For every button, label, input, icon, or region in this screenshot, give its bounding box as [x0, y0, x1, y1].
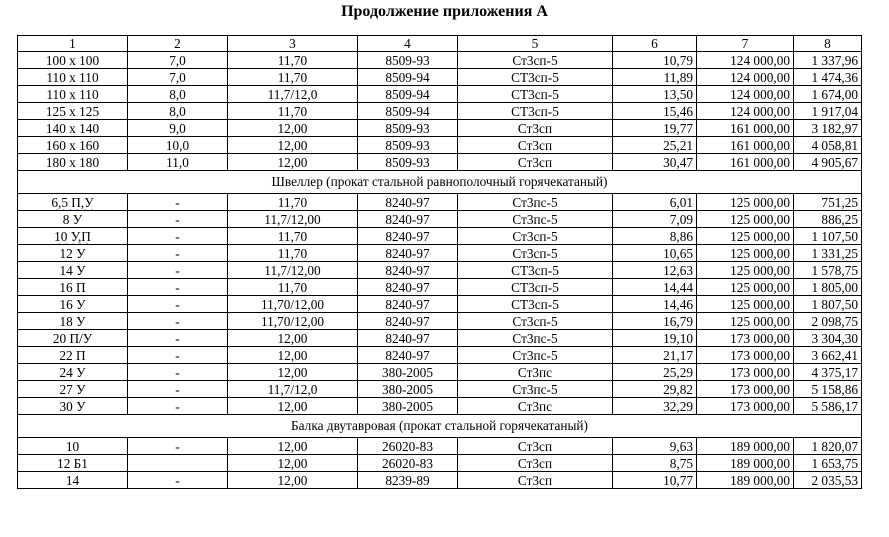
cell-length: 11,70/12,00 [228, 296, 358, 313]
cell-steel-grade: Ст3сп-5 [458, 313, 613, 330]
cell-price-per-ton: 189 000,00 [697, 472, 794, 489]
cell-cost: 4 375,17 [794, 364, 862, 381]
cell-length: 11,70 [228, 52, 358, 69]
cell-length: 11,70 [228, 245, 358, 262]
cell-gost: 26020-83 [358, 455, 458, 472]
cell-mass: 7,09 [613, 211, 697, 228]
cell-steel-grade: Ст3пс [458, 364, 613, 381]
cell-gost: 380-2005 [358, 364, 458, 381]
cell-mass: 11,89 [613, 69, 697, 86]
cell-mass: 21,17 [613, 347, 697, 364]
table-row [18, 455, 862, 472]
cell-mass: 19,10 [613, 330, 697, 347]
cell-wall-thickness: - [128, 330, 228, 347]
cell-cost: 1 917,04 [794, 103, 862, 120]
cell-price-per-ton: 124 000,00 [697, 52, 794, 69]
column-header: 5 [458, 36, 613, 52]
cell-profile-size: 22 П [18, 347, 128, 364]
section-row [18, 415, 862, 438]
cell-gost: 8509-94 [358, 86, 458, 103]
cell-price-per-ton: 173 000,00 [697, 330, 794, 347]
cell-profile-size: 140 х 140 [18, 120, 128, 137]
cell-steel-grade: Ст3сп [458, 137, 613, 154]
table-row [18, 194, 862, 211]
cell-length: 11,70 [228, 228, 358, 245]
cell-gost: 8509-93 [358, 154, 458, 171]
cell-wall-thickness: - [128, 296, 228, 313]
section-row [18, 171, 862, 194]
table-row [18, 381, 862, 398]
cell-steel-grade: Ст3пс-5 [458, 381, 613, 398]
cell-gost: 8240-97 [358, 194, 458, 211]
cell-price-per-ton: 161 000,00 [697, 137, 794, 154]
cell-steel-grade: Ст3сп [458, 438, 613, 455]
cell-gost: 380-2005 [358, 381, 458, 398]
cell-gost: 8240-97 [358, 347, 458, 364]
cell-wall-thickness: 9,0 [128, 120, 228, 137]
cell-steel-grade: Ст3сп [458, 120, 613, 137]
table-row [18, 103, 862, 120]
header-row [18, 36, 862, 52]
cell-length: 12,00 [228, 455, 358, 472]
cell-wall-thickness: 8,0 [128, 86, 228, 103]
cell-price-per-ton: 189 000,00 [697, 438, 794, 455]
cell-steel-grade: Ст3пс-5 [458, 330, 613, 347]
cell-steel-grade: Ст3сп-5 [458, 228, 613, 245]
table-row [18, 86, 862, 103]
cell-profile-size: 14 [18, 472, 128, 489]
cell-profile-size: 12 Б1 [18, 455, 128, 472]
cell-wall-thickness: - [128, 347, 228, 364]
cell-cost: 1 107,50 [794, 228, 862, 245]
table-row [18, 472, 862, 489]
cell-length: 11,70 [228, 279, 358, 296]
cell-steel-grade: Ст3пс-5 [458, 211, 613, 228]
cell-price-per-ton: 125 000,00 [697, 279, 794, 296]
table-row [18, 211, 862, 228]
section-title: Балка двутавровая (прокат стальной горячекатаный) [18, 415, 862, 438]
cell-cost: 1 474,36 [794, 69, 862, 86]
cell-wall-thickness [128, 455, 228, 472]
table-row [18, 262, 862, 279]
cell-gost: 8240-97 [358, 279, 458, 296]
cell-gost: 8240-97 [358, 296, 458, 313]
cell-mass: 6,01 [613, 194, 697, 211]
cell-cost: 2 035,53 [794, 472, 862, 489]
cell-mass: 12,63 [613, 262, 697, 279]
section-title: Швеллер (прокат стальной равнополочный горячекатаный) [18, 171, 862, 194]
table-row [18, 245, 862, 262]
cell-price-per-ton: 173 000,00 [697, 398, 794, 415]
cell-wall-thickness: - [128, 364, 228, 381]
cell-mass: 16,79 [613, 313, 697, 330]
cell-price-per-ton: 125 000,00 [697, 262, 794, 279]
table-row [18, 296, 862, 313]
cell-price-per-ton: 125 000,00 [697, 296, 794, 313]
cell-steel-grade: Ст3сп-5 [458, 245, 613, 262]
cell-cost: 1 807,50 [794, 296, 862, 313]
spellcheck-text: 10 У,П [54, 228, 91, 244]
cell-price-per-ton: 125 000,00 [697, 228, 794, 245]
cell-profile-size: 160 х 160 [18, 137, 128, 154]
cell-profile-size: 27 У [18, 381, 128, 398]
cell-gost: 8240-97 [358, 211, 458, 228]
table-row [18, 398, 862, 415]
cell-steel-grade: СТ3сп-5 [458, 296, 613, 313]
cell-profile-size: 12 У [18, 245, 128, 262]
cell-price-per-ton: 125 000,00 [697, 194, 794, 211]
column-header: 8 [794, 36, 862, 52]
cell-steel-grade: Ст3пс-5 [458, 347, 613, 364]
cell-mass: 8,86 [613, 228, 697, 245]
cell-wall-thickness: - [128, 438, 228, 455]
cell-length: 12,00 [228, 438, 358, 455]
cell-gost: 26020-83 [358, 438, 458, 455]
cell-gost: 8240-97 [358, 228, 458, 245]
cell-mass: 25,29 [613, 364, 697, 381]
cell-price-per-ton: 189 000,00 [697, 455, 794, 472]
cell-mass: 19,77 [613, 120, 697, 137]
cell-steel-grade: СТ3сп-5 [458, 262, 613, 279]
cell-wall-thickness: - [128, 398, 228, 415]
cell-length: 12,00 [228, 330, 358, 347]
cell-wall-thickness: 7,0 [128, 69, 228, 86]
cell-wall-thickness: - [128, 211, 228, 228]
table-row [18, 120, 862, 137]
cell-profile-size: 20 П/У [18, 330, 128, 347]
cell-profile-size: 16 У [18, 296, 128, 313]
cell-mass: 29,82 [613, 381, 697, 398]
column-header: 4 [358, 36, 458, 52]
page-title: Продолжение приложения А [341, 3, 548, 20]
cell-cost: 1 337,96 [794, 52, 862, 69]
cell-length: 11,70 [228, 103, 358, 120]
table-row [18, 228, 862, 245]
cell-mass: 8,75 [613, 455, 697, 472]
cell-steel-grade: СТ3сп-5 [458, 103, 613, 120]
table-row [18, 52, 862, 69]
cell-price-per-ton: 125 000,00 [697, 245, 794, 262]
cell-wall-thickness: 7,0 [128, 52, 228, 69]
cell-profile-size: 24 У [18, 364, 128, 381]
price-table [17, 35, 862, 489]
cell-mass: 25,21 [613, 137, 697, 154]
cell-profile-size: 10 [18, 438, 128, 455]
cell-cost: 5 586,17 [794, 398, 862, 415]
cell-profile-size: 180 х 180 [18, 154, 128, 171]
cell-steel-grade: Ст3сп [458, 472, 613, 489]
cell-wall-thickness: - [128, 472, 228, 489]
cell-gost: 8509-93 [358, 137, 458, 154]
cell-price-per-ton: 161 000,00 [697, 120, 794, 137]
table-row [18, 347, 862, 364]
cell-profile-size: 100 х 100 [18, 52, 128, 69]
cell-price-per-ton: 173 000,00 [697, 347, 794, 364]
cell-wall-thickness: - [128, 194, 228, 211]
cell-cost: 886,25 [794, 211, 862, 228]
cell-cost: 1 331,25 [794, 245, 862, 262]
cell-profile-size: 16 П [18, 279, 128, 296]
cell-gost: 380-2005 [358, 398, 458, 415]
cell-gost: 8240-97 [358, 262, 458, 279]
column-header: 3 [228, 36, 358, 52]
cell-gost: 8509-93 [358, 120, 458, 137]
cell-cost: 1 820,07 [794, 438, 862, 455]
cell-length: 12,00 [228, 120, 358, 137]
column-header: 6 [613, 36, 697, 52]
cell-cost: 1 578,75 [794, 262, 862, 279]
cell-gost: 8240-97 [358, 245, 458, 262]
table-row [18, 330, 862, 347]
cell-length: 12,00 [228, 347, 358, 364]
cell-cost: 3 662,41 [794, 347, 862, 364]
cell-cost: 1 674,00 [794, 86, 862, 103]
cell-gost: 8240-97 [358, 313, 458, 330]
cell-mass: 32,29 [613, 398, 697, 415]
cell-mass: 10,79 [613, 52, 697, 69]
table-row [18, 137, 862, 154]
cell-steel-grade: Ст3сп [458, 154, 613, 171]
cell-wall-thickness: 8,0 [128, 103, 228, 120]
cell-price-per-ton: 124 000,00 [697, 69, 794, 86]
cell-wall-thickness: - [128, 279, 228, 296]
cell-mass: 15,46 [613, 103, 697, 120]
cell-cost: 3 304,30 [794, 330, 862, 347]
cell-profile-size [18, 194, 128, 211]
cell-wall-thickness: - [128, 245, 228, 262]
cell-length: 11,7/12,00 [228, 211, 358, 228]
cell-wall-thickness: 11,0 [128, 154, 228, 171]
cell-mass: 13,50 [613, 86, 697, 103]
cell-profile-size: 110 х 110 [18, 69, 128, 86]
cell-mass: 14,44 [613, 279, 697, 296]
column-header: 1 [18, 36, 128, 52]
cell-length: 11,7/12,0 [228, 381, 358, 398]
cell-mass: 14,46 [613, 296, 697, 313]
cell-price-per-ton: 125 000,00 [697, 211, 794, 228]
table-body [18, 36, 862, 489]
cell-length: 12,00 [228, 364, 358, 381]
cell-cost: 751,25 [794, 194, 862, 211]
table-row [18, 69, 862, 86]
cell-price-per-ton: 124 000,00 [697, 86, 794, 103]
cell-gost: 8509-94 [358, 69, 458, 86]
cell-length: 11,70 [228, 194, 358, 211]
cell-steel-grade: СТ3сп-5 [458, 86, 613, 103]
cell-price-per-ton: 161 000,00 [697, 154, 794, 171]
cell-wall-thickness: - [128, 228, 228, 245]
cell-cost: 1 805,00 [794, 279, 862, 296]
table-row [18, 364, 862, 381]
table-row [18, 313, 862, 330]
cell-gost: 8240-97 [358, 330, 458, 347]
column-header: 2 [128, 36, 228, 52]
spellcheck-text: 6,5 П,У [51, 194, 94, 210]
cell-mass: 9,63 [613, 438, 697, 455]
cell-price-per-ton: 173 000,00 [697, 364, 794, 381]
cell-length: 11,7/12,0 [228, 86, 358, 103]
cell-steel-grade: Ст3пс [458, 398, 613, 415]
cell-cost: 4 058,81 [794, 137, 862, 154]
table-row [18, 438, 862, 455]
cell-mass: 10,65 [613, 245, 697, 262]
cell-wall-thickness: - [128, 313, 228, 330]
cell-cost: 4 905,67 [794, 154, 862, 171]
table-row [18, 154, 862, 171]
cell-mass: 30,47 [613, 154, 697, 171]
cell-cost: 5 158,86 [794, 381, 862, 398]
cell-steel-grade: Ст3пс-5 [458, 194, 613, 211]
cell-wall-thickness: - [128, 262, 228, 279]
cell-mass: 10,77 [613, 472, 697, 489]
cell-steel-grade: СТ3сп-5 [458, 69, 613, 86]
cell-steel-grade: Ст3сп-5 [458, 52, 613, 69]
cell-length: 11,70 [228, 69, 358, 86]
cell-cost: 2 098,75 [794, 313, 862, 330]
cell-profile-size: 125 х 125 [18, 103, 128, 120]
cell-profile-size [18, 228, 128, 245]
cell-length: 12,00 [228, 154, 358, 171]
cell-steel-grade: Ст3сп [458, 455, 613, 472]
cell-length: 11,70/12,00 [228, 313, 358, 330]
cell-cost: 1 653,75 [794, 455, 862, 472]
cell-price-per-ton: 124 000,00 [697, 103, 794, 120]
table-row [18, 279, 862, 296]
cell-gost: 8509-94 [358, 103, 458, 120]
cell-gost: 8239-89 [358, 472, 458, 489]
cell-profile-size: 14 У [18, 262, 128, 279]
cell-length: 12,00 [228, 137, 358, 154]
column-header: 7 [697, 36, 794, 52]
cell-gost: 8509-93 [358, 52, 458, 69]
cell-wall-thickness: - [128, 381, 228, 398]
cell-length: 12,00 [228, 398, 358, 415]
cell-length: 12,00 [228, 472, 358, 489]
cell-profile-size: 8 У [18, 211, 128, 228]
cell-price-per-ton: 173 000,00 [697, 381, 794, 398]
cell-cost: 3 182,97 [794, 120, 862, 137]
cell-steel-grade: СТ3сп-5 [458, 279, 613, 296]
cell-length: 11,7/12,00 [228, 262, 358, 279]
cell-profile-size: 110 х 110 [18, 86, 128, 103]
cell-price-per-ton: 125 000,00 [697, 313, 794, 330]
cell-profile-size: 30 У [18, 398, 128, 415]
cell-profile-size: 18 У [18, 313, 128, 330]
cell-wall-thickness: 10,0 [128, 137, 228, 154]
